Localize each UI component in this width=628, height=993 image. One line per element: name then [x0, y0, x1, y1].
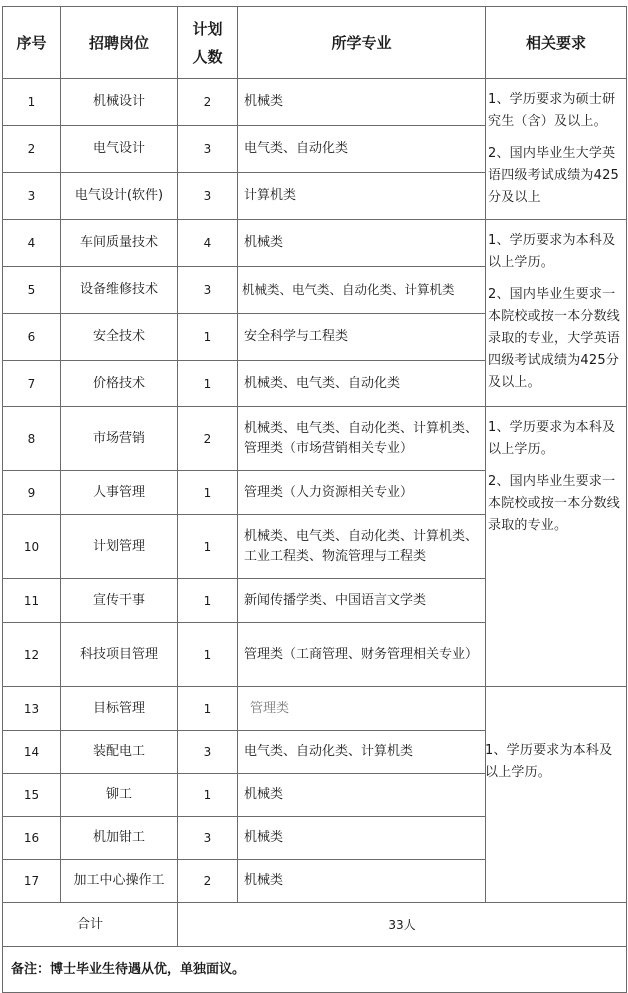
cell-count: 1: [178, 774, 238, 817]
cell-position: 电气设计(软件): [61, 173, 178, 220]
requirement-item: 1、学历要求为本科及以上学历。: [485, 743, 613, 780]
cell-position: 机械设计: [61, 79, 178, 126]
total-label: 合计: [3, 903, 178, 947]
cell-count: 3: [178, 126, 238, 173]
requirements-group-1: [486, 79, 627, 220]
header-row: [3, 7, 627, 79]
header-plan-line1: 计划: [192, 19, 223, 38]
requirement-item: 1、学历要求为本科及以上学历。: [488, 233, 616, 270]
cell-count: 2: [178, 407, 238, 471]
cell-count: 1: [178, 687, 238, 731]
cell-major: 安全科学与工程类: [238, 314, 486, 361]
header-seq: 序号: [3, 7, 61, 79]
cell-major: 机械类: [238, 817, 486, 860]
cell-position: 市场营销: [61, 407, 178, 471]
cell-major: 电气类、自动化类、计算机类: [238, 731, 486, 774]
cell-major: 机械类: [238, 220, 486, 267]
table-row: [3, 79, 627, 126]
cell-count: 1: [178, 515, 238, 579]
header-position: 招聘岗位: [61, 7, 178, 79]
cell-seq: 9: [3, 471, 61, 515]
cell-count: 1: [178, 361, 238, 407]
cell-position: 人事管理: [61, 471, 178, 515]
cell-seq: 4: [3, 220, 61, 267]
cell-seq: 2: [3, 126, 61, 173]
cell-position: 安全技术: [61, 314, 178, 361]
header-plan-line2: 人数: [192, 47, 223, 66]
header-plan-count: [178, 7, 238, 79]
cell-major: 计算机类: [238, 173, 486, 220]
header-major: 所学专业: [238, 7, 486, 79]
cell-seq: 1: [3, 79, 61, 126]
cell-seq: 3: [3, 173, 61, 220]
cell-position: 价格技术: [61, 361, 178, 407]
cell-position: 设备维修技术: [61, 267, 178, 314]
requirements-group-4: [486, 687, 627, 903]
cell-count: 3: [178, 267, 238, 314]
cell-major: 机械类: [238, 860, 486, 903]
cell-count: 3: [178, 173, 238, 220]
cell-position: 科技项目管理: [61, 623, 178, 687]
requirement-item: 2、国内毕业生要求一本院校或按一本分数线录取的专业，大学英语四级考试成绩为425分及以上。: [488, 287, 621, 390]
cell-major: 机械类、电气类、自动化类、计算机类、工业工程类、物流管理与工程类: [238, 515, 486, 579]
cell-seq: 11: [3, 579, 61, 623]
requirements-group-4-text: [485, 740, 624, 784]
cell-count: 2: [178, 79, 238, 126]
table-row: [3, 220, 627, 267]
cell-seq: 7: [3, 361, 61, 407]
cell-major: 机械类、电气类、自动化类、计算机类、管理类（市场营销相关专业）: [238, 407, 486, 471]
cell-major: 新闻传播学类、中国语言文学类: [238, 579, 486, 623]
cell-count: 3: [178, 817, 238, 860]
cell-count: 3: [178, 731, 238, 774]
cell-seq: 13: [3, 687, 61, 731]
cell-count: 2: [178, 860, 238, 903]
cell-major: 管理类: [238, 687, 486, 731]
cell-major: 机械类: [238, 774, 486, 817]
cell-seq: 12: [3, 623, 61, 687]
cell-count: 4: [178, 220, 238, 267]
cell-major: 管理类（人力资源相关专业）: [238, 471, 486, 515]
requirement-item: 2、国内毕业生大学英语四级考试成绩为425分及以上: [488, 146, 620, 205]
requirements-group-2: [486, 220, 627, 407]
cell-major: 机械类: [238, 79, 486, 126]
cell-position: 加工中心操作工: [61, 860, 178, 903]
cell-count: 1: [178, 623, 238, 687]
cell-position: 宣传干事: [61, 579, 178, 623]
cell-seq: 8: [3, 407, 61, 471]
cell-seq: 10: [3, 515, 61, 579]
note-row: [3, 947, 627, 993]
requirement-item: 1、学历要求为本科及以上学历。: [488, 420, 616, 457]
footnote: 备注：博士毕业生待遇从优，单独面议。: [3, 947, 627, 993]
total-value: 33人: [178, 903, 627, 947]
cell-major: 管理类（工商管理、财务管理相关专业）: [238, 623, 486, 687]
cell-major: 机械类、电气类、自动化类、计算机类: [238, 267, 486, 314]
cell-count: 1: [178, 314, 238, 361]
cell-position: 铆工: [61, 774, 178, 817]
header-requirements: 相关要求: [486, 7, 627, 79]
cell-major: 电气类、自动化类: [238, 126, 486, 173]
cell-position: 装配电工: [61, 731, 178, 774]
cell-position: 机加钳工: [61, 817, 178, 860]
cell-seq: 17: [3, 860, 61, 903]
total-row: [3, 903, 627, 947]
cell-position: 目标管理: [61, 687, 178, 731]
cell-position: 计划管理: [61, 515, 178, 579]
cell-seq: 15: [3, 774, 61, 817]
cell-seq: 6: [3, 314, 61, 361]
cell-seq: 14: [3, 731, 61, 774]
cell-position: 电气设计: [61, 126, 178, 173]
requirements-group-3: [486, 407, 627, 687]
cell-count: 1: [178, 471, 238, 515]
cell-count: 1: [178, 579, 238, 623]
cell-seq: 5: [3, 267, 61, 314]
table-row: [3, 687, 627, 731]
cell-position: 车间质量技术: [61, 220, 178, 267]
cell-major: 机械类、电气类、自动化类: [238, 361, 486, 407]
table-row: [3, 407, 627, 471]
cell-seq: 16: [3, 817, 61, 860]
requirement-item: 2、国内毕业生要求一本院校或按一本分数线录取的专业。: [488, 474, 621, 533]
requirement-item: 1、学历要求为硕士研究生（含）及以上。: [488, 92, 616, 129]
recruitment-table: [2, 6, 627, 993]
